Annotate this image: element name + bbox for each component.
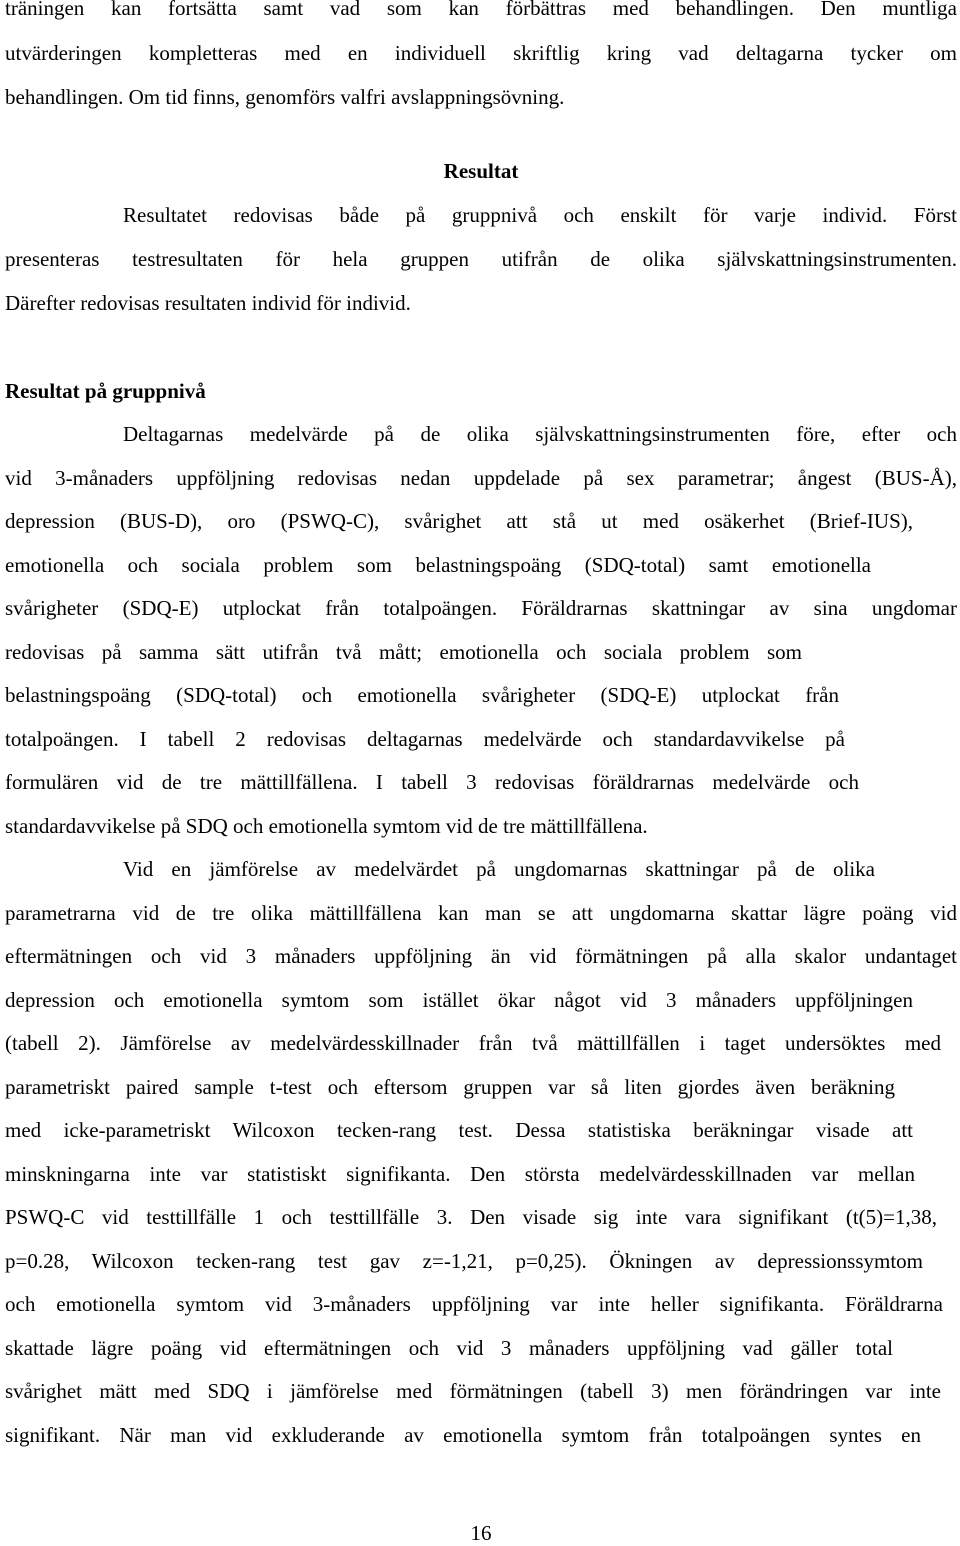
paragraph2-line-14: signifikant. När man vid exkluderande av emotionella symtom från totalpoängen syntes en bbox=[5, 1423, 921, 1447]
paragraph1-line-8: totalpoängen. I tabell 2 redovisas deltagarnas medelvärde och standardavvikelse på bbox=[5, 727, 845, 751]
intro-line-3: behandlingen. Om tid finns, genomförs valfri avslappningsövning. bbox=[5, 85, 565, 109]
paragraph2-line-11: och emotionella symtom vid 3-månaders uppföljning var inte heller signifikanta. Föräldrarna bbox=[5, 1292, 943, 1316]
paragraph2-line-4: depression och emotionella symtom som istället ökar något vid 3 månaders uppföljningen bbox=[5, 988, 913, 1012]
paragraph2-line-1: Vid en jämförelse av medelvärdet på ungdomarnas skattningar på de olika bbox=[123, 857, 875, 881]
paragraph1-line-7: belastningspoäng (SDQ-total) och emotionella svårigheter (SDQ-E) utplockat från bbox=[5, 683, 839, 707]
paragraph2-line-12: skattade lägre poäng vid eftermätningen och vid 3 månaders uppföljning vad gäller total bbox=[5, 1336, 893, 1360]
resultat-line-1: Resultatet redovisas både på gruppnivå och enskilt för varje individ. Först bbox=[123, 203, 957, 227]
intro-line-1: träningen kan fortsätta samt vad som kan förbättras med behandlingen. Den muntliga bbox=[5, 0, 957, 20]
paragraph1-line-6: redovisas på samma sätt utifrån två mått; emotionella och sociala problem som bbox=[5, 640, 802, 664]
paragraph1-line-5: svårigheter (SDQ-E) utplockat från totalpoängen. Föräldrarnas skattningar av sina ungdomar bbox=[5, 596, 957, 620]
paragraph2-line-8: minskningarna inte var statistiskt signifikanta. Den största medelvärdesskillnaden var mellan bbox=[5, 1162, 915, 1186]
page-number: 16 bbox=[470, 1521, 492, 1545]
resultat-line-3: Därefter redovisas resultaten individ för individ. bbox=[5, 291, 411, 315]
resultat-line-2: presenteras testresultaten för hela gruppen utifrån de olika självskattningsinstrumenten. bbox=[5, 247, 957, 271]
paragraph2-line-6: parametriskt paired sample t-test och eftersom gruppen var så liten gjordes även beräkning bbox=[5, 1075, 895, 1099]
gruppniva-heading: Resultat på gruppnivå bbox=[5, 379, 206, 403]
paragraph2-line-5: (tabell 2). Jämförelse av medelvärdesskillnader från två mättillfällen i taget undersöktes med bbox=[5, 1031, 941, 1055]
paragraph2-line-7: med icke-parametriskt Wilcoxon tecken-rang test. Dessa statistiska beräkningar visade att bbox=[5, 1118, 913, 1142]
paragraph1-line-9: formulären vid de tre mättillfällena. I tabell 3 redovisas föräldrarnas medelvärde och bbox=[5, 770, 859, 794]
intro-line-2: utvärderingen kompletteras med en individuell skriftlig kring vad deltagarna tycker om bbox=[5, 41, 957, 65]
paragraph1-line-2: vid 3-månaders uppföljning redovisas nedan uppdelade på sex parametrar; ångest (BUS-Å), bbox=[5, 466, 957, 490]
paragraph2-line-10: p=0.28, Wilcoxon tecken-rang test gav z=-1,21, p=0,25). Ökningen av depressionssymtom bbox=[5, 1249, 923, 1273]
paragraph1-line-1: Deltagarnas medelvärde på de olika självskattningsinstrumenten före, efter och bbox=[123, 422, 957, 446]
document-page bbox=[5, 0, 957, 1543]
resultat-heading: Resultat bbox=[443, 159, 519, 183]
paragraph2-line-13: svårighet mätt med SDQ i jämförelse med förmätningen (tabell 3) men förändringen var inte bbox=[5, 1379, 941, 1403]
paragraph1-line-3: depression (BUS-D), oro (PSWQ-C), svårighet att stå ut med osäkerhet (Brief-IUS), bbox=[5, 509, 913, 533]
paragraph2-line-9: PSWQ-C vid testtillfälle 1 och testtillfälle 3. Den visade sig inte vara signifikant (t(5)=1,38, bbox=[5, 1205, 937, 1229]
paragraph1-line-10: standardavvikelse på SDQ och emotionella symtom vid de tre mättillfällena. bbox=[5, 814, 648, 838]
paragraph1-line-4: emotionella och sociala problem som belastningspoäng (SDQ-total) samt emotionella bbox=[5, 553, 871, 577]
paragraph2-line-3: eftermätningen och vid 3 månaders uppföljning än vid förmätningen på alla skalor undantaget bbox=[5, 944, 957, 968]
paragraph2-line-2: parametrarna vid de tre olika mättillfällena kan man se att ungdomarna skattar lägre poäng vid bbox=[5, 901, 957, 925]
